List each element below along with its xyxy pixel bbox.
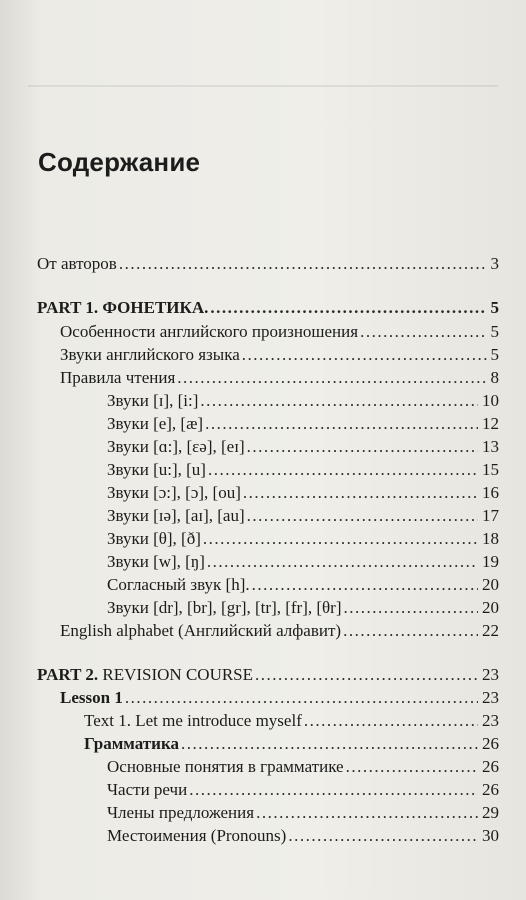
toc-entry-sounds-8[interactable] xyxy=(107,551,499,573)
toc-leader xyxy=(360,321,486,343)
toc-leader xyxy=(243,482,478,504)
toc-leader xyxy=(208,459,478,481)
toc-entry-osobennosti[interactable] xyxy=(60,321,499,343)
toc-entry-sounds-3[interactable] xyxy=(107,436,499,458)
toc-entry-sounds-4[interactable] xyxy=(107,459,499,481)
toc-entry-sounds-5[interactable] xyxy=(107,482,499,504)
toc-leader xyxy=(288,825,478,847)
toc-page-number: 20 xyxy=(482,575,499,594)
toc-page-number: 17 xyxy=(482,506,499,525)
toc-page-number: 20 xyxy=(482,598,499,617)
toc-entry-part2[interactable] xyxy=(37,664,499,686)
toc-page-number: 5 xyxy=(490,322,499,341)
toc-entry-title: Text 1. Let me introduce myself xyxy=(84,711,302,730)
toc-leader xyxy=(343,620,478,642)
toc-page-number: 5 xyxy=(490,345,499,364)
page-title: Содержание xyxy=(38,147,201,177)
toc-page-number: 12 xyxy=(482,414,499,433)
toc-leader xyxy=(242,344,487,366)
toc-entry-pravila[interactable] xyxy=(60,367,499,389)
toc-page-number: 30 xyxy=(482,826,499,845)
toc-entry-title: Звуки [u:], [u] xyxy=(107,460,206,479)
toc-entry-alphabet[interactable] xyxy=(60,620,499,642)
toc-leader xyxy=(189,779,478,801)
toc-page-number: 13 xyxy=(482,437,499,456)
toc-entry-part1[interactable] xyxy=(37,297,499,319)
toc-leader xyxy=(255,664,478,686)
toc-leader xyxy=(205,413,478,435)
toc-entry-title: Правила чтения xyxy=(60,368,176,387)
toc-leader xyxy=(304,710,478,732)
toc-entry-title: Основные понятия в грамматике xyxy=(107,757,344,776)
toc-entry-title: Звуки [ɑ:], [εə], [eɪ] xyxy=(107,437,245,456)
toc-entry-zvuki-angl[interactable] xyxy=(60,344,499,366)
toc-entry-title: Звуки [ɪə], [aɪ], [au] xyxy=(107,506,245,525)
toc-leader xyxy=(210,297,486,319)
toc-leader xyxy=(346,756,478,778)
toc-entry-soglasny[interactable] xyxy=(107,574,499,596)
toc-entry-title: Звуки английского языка xyxy=(60,345,240,364)
toc-entry-title: Звуки [w], [ŋ] xyxy=(107,552,205,571)
toc-page-number: 16 xyxy=(482,483,499,502)
toc-entry-title: Члены предложения xyxy=(107,803,255,822)
toc-page-number: 3 xyxy=(490,254,499,273)
toc-entry-title: Грамматика xyxy=(84,734,179,753)
toc-entry-sounds-9[interactable] xyxy=(107,597,499,619)
toc-leader xyxy=(119,253,487,275)
toc-entry-title xyxy=(37,664,253,686)
toc-entry-ot-avtorov[interactable] xyxy=(37,253,499,275)
toc-leader xyxy=(247,436,478,458)
toc-part-title: REVISION COURSE xyxy=(102,665,254,684)
toc-page-number: 23 xyxy=(482,688,499,707)
toc-entry-title: Особенности английского произношения xyxy=(60,322,359,341)
toc-entry-title: PART 1. ФОНЕТИКА. xyxy=(37,298,209,317)
toc-page-number: 18 xyxy=(482,529,499,548)
toc-page-number: 19 xyxy=(482,552,499,571)
toc-entry-sounds-2[interactable] xyxy=(107,413,499,435)
toc-entry-title: Звуки [ɪ], [i:] xyxy=(107,391,199,410)
toc-entry-title: Согласный звук [h]. xyxy=(107,575,250,594)
toc-entry-sounds-6[interactable] xyxy=(107,505,499,527)
toc-leader xyxy=(252,574,478,596)
toc-entry-title: Части речи xyxy=(107,780,188,799)
toc-leader xyxy=(256,802,478,824)
toc-entry-title: Звуки [e], [æ] xyxy=(107,414,204,433)
toc-entry-title: English alphabet (Английский алфавит) xyxy=(60,621,342,640)
toc-page-number: 22 xyxy=(482,621,499,640)
toc-entry-grammar[interactable] xyxy=(84,733,499,755)
toc-page-number: 8 xyxy=(490,368,499,387)
toc-entry-sounds-1[interactable] xyxy=(107,390,499,412)
toc-page-number: 15 xyxy=(482,460,499,479)
toc-entry-chleny[interactable] xyxy=(107,802,499,824)
toc-entry-mestoimeniya[interactable] xyxy=(107,825,499,847)
toc-page-number: 26 xyxy=(482,780,499,799)
toc-leader xyxy=(177,367,486,389)
toc-page-number: 5 xyxy=(490,298,499,317)
toc-entry-text1[interactable] xyxy=(84,710,499,732)
toc-leader xyxy=(125,687,478,709)
toc-leader xyxy=(203,528,478,550)
toc-leader xyxy=(200,390,478,412)
toc-page-number: 26 xyxy=(482,734,499,753)
toc-leader xyxy=(181,733,478,755)
toc-leader xyxy=(207,551,478,573)
toc-leader xyxy=(344,597,479,619)
toc-entry-osnovnye[interactable] xyxy=(107,756,499,778)
toc-page-number: 26 xyxy=(482,757,499,776)
toc-entry-title: Lesson 1 xyxy=(60,688,123,707)
toc-part-number: PART 2. xyxy=(37,665,99,684)
toc-entry-title: Звуки [ɔ:], [ɔ], [ou] xyxy=(107,483,241,502)
toc-entry-chasti[interactable] xyxy=(107,779,499,801)
toc-entry-title: Звуки [dr], [br], [gr], [tr], [fr], [θr] xyxy=(107,598,342,617)
toc-entry-title: Местоимения (Pronouns) xyxy=(107,826,287,845)
toc-leader xyxy=(247,505,478,527)
toc-page-number: 10 xyxy=(482,391,499,410)
toc-entry-title: От авторов xyxy=(37,254,117,273)
toc-page-number: 23 xyxy=(482,665,499,684)
toc-entry-sounds-7[interactable] xyxy=(107,528,499,550)
toc-page-number: 23 xyxy=(482,711,499,730)
toc-entry-lesson1[interactable] xyxy=(60,687,499,709)
toc-page-number: 29 xyxy=(482,803,499,822)
toc-entry-title: Звуки [θ], [ð] xyxy=(107,529,201,548)
